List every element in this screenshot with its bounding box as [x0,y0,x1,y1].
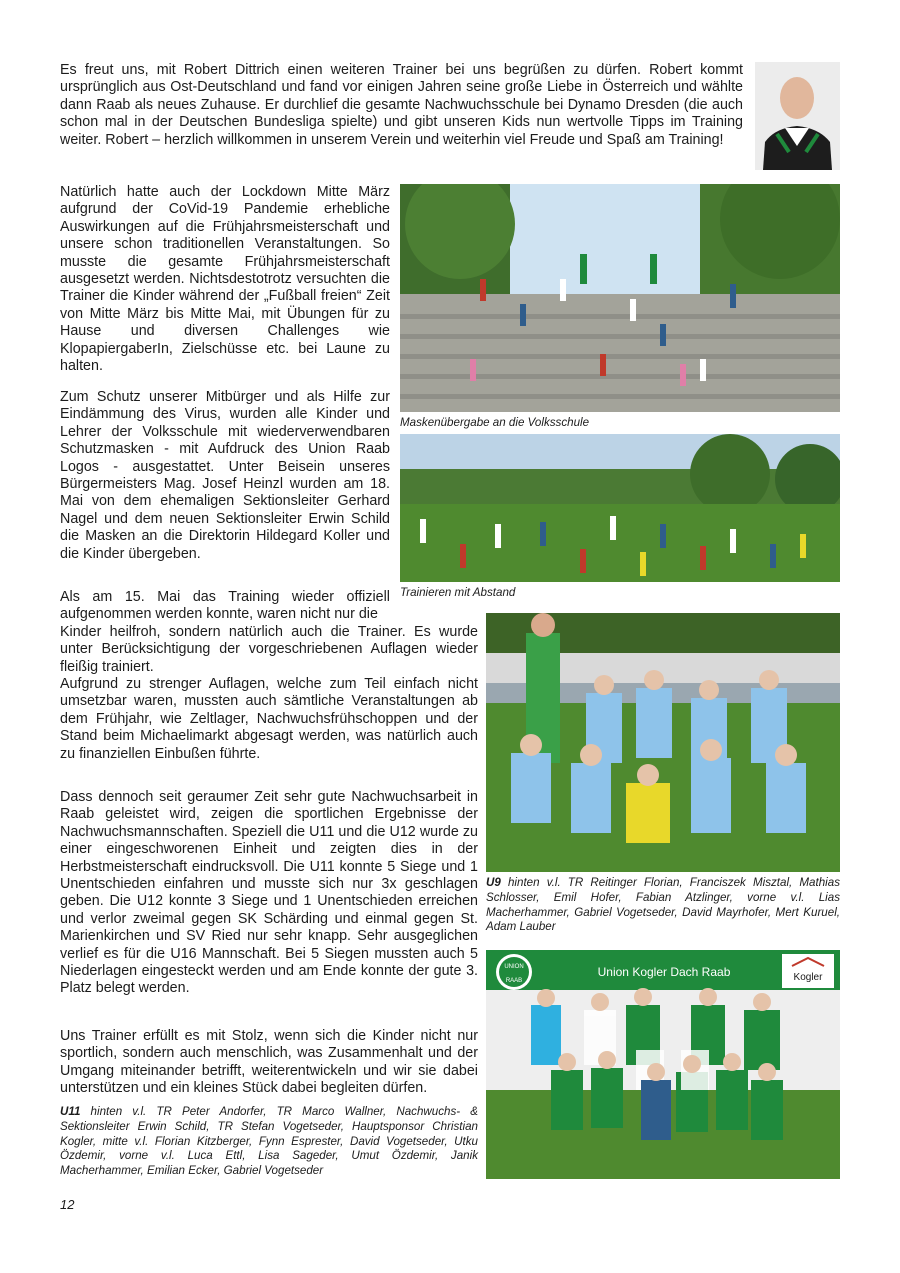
u11-club-badge-top: UNION [504,964,524,970]
caption-school: Maskenübergabe an die Volksschule [400,416,590,429]
paragraph-cancellations: Aufgrund zu strenger Auflagen, welche zum Teil einfach nicht umsetzbar waren, mussten auch sämtliche Veranstaltungen ab dem Frühjahr, wie Zeltlager, Nachwuchsfrühschoppen und der Stand beim Michaelimarkt abgesagt werden, was natürlich auch zu finanziellen Einbußen führte. [60,676,478,762]
paragraph-intro: Es freut uns, mit Robert Dittrich einen weiteren Trainer bei uns begrüßen zu dürfen. Robert kommt ursprünglich aus Ost-Deutschland und fand vor einigen Jahren seine große Liebe in Österreich und wählte dann Raab als neues Zuhause. Er durchlief die gesamte Nachwuchsschule bei Dynamo Dresden (die auch schon mal in der Deutschen Bundesliga spielte) und gibt unseren Kids nun wertvolle Tipps im Training weiter. Robert – herzlich willkommen in unserem Verein und weiterhin viel Freude und Spaß am Training! [60,62,743,148]
photo-u9-team [486,613,840,872]
caption-u9-text: hinten v.l. TR Reitinger Florian, Franciszek Misztal, Mathias Schlosser, Emil Hofer, Fabian Atzlinger, vorne v.l. Lias Macherhammer, Gabriel Vogetseder, David Mayrhofer, Mert Kuruel, Adam Lauber [486,876,840,934]
caption-u11 [60,1105,478,1179]
caption-u11-label: U11 [60,1105,81,1118]
u11-sponsor-logo-text: Kogler [793,972,823,983]
caption-u9-label: U9 [486,876,501,889]
paragraph-lockdown: Natürlich hatte auch der Lockdown Mitte März aufgrund der CoVid-19 Pandemie erhebliche Auswirkungen auf die Frühjahrsmeisterschaft und unsere schon traditionellen Veranstaltungen. So musste die gesamte Frühjahrsmeisterschaft ausgesetzt werden. Nichtsdestotrotz versuchten die Trainer die Kinder während der „Fußball freien“ Zeit von Mitte März bis Mitte Mai, mit Übungen für zu Hause und diversen Challenges wie KlopapiergaberIn, Zielschüsse etc. bei Laune zu halten. [60,184,390,375]
u11-banner-text: Union Kogler Dach Raab [597,965,731,979]
portrait-photo-robert-dittrich [755,62,840,170]
caption-u9 [486,876,840,935]
photo-mask-handover-school [400,184,840,412]
paragraph-pride: Uns Trainer erfüllt es mit Stolz, wenn sich die Kinder nicht nur sportlich, sondern auch menschlich, was Zusammenhalt und der Umgang miteinander betrifft, weiterentwickeln und wir sie dabei unterstützen und ein kleines Stück dabei begleiten dürfen. [60,1028,478,1097]
caption-u11-text: hinten v.l. TR Peter Andorfer, TR Marco Wallner, Nachwuchs- & Sektionsleiter Erwin Schild, TR Stefan Vogetseder, Hauptsponsor Christian Kogler, mitte v.l. Florian Kitzberger, Fynn Esprester, David Vogetseder, Utku Özdemir, vorne v.l. Luca Ettl, Lisa Sageder, Umut Özdemir, Janik Macherhammer, Emilian Ecker, Gabriel Vogetseder [60,1105,478,1178]
u11-club-badge-bottom: RAAB [505,978,523,984]
photo-u11-team [486,950,840,1179]
paragraph-results: Dass dennoch seit geraumer Zeit sehr gute Nachwuchsarbeit in Raab geleistet wird, zeigen die sportlichen Ergebnisse der Nachwuchsmannschaften. Speziell die U11 und die U12 wurde zu einer eingeschworenen Einheit und zeigten dies in der Herbstmeisterschaft eindrucksvoll. Die U11 konnte 5 Siege und 1 Unentschieden einfahren und musste sich nur 3x geschlagen geben. Die U12 konnte 3 Siege und 1 Unentschieden erreichen und verlor zweimal gegen SK Schärding und einmal gegen St. Marienkirchen und SV Ried nur sehr knapp. Sehr ausgeglichen verlief es für die U16 Mannschaft. Bei 5 Siegen mussten auch 5 Niederlagen eingesteckt werden und am Ende konnte der gute 3. Platz belegt werden. [60,789,478,997]
paragraph-masks: Zum Schutz unserer Mitbürger und als Hilfe zur Eindämmung des Virus, wurden alle Kinder und Lehrer der Volksschule mit wiederverwendbaren Schutzmasken - mit Aufdruck des Union Raab Logos - ausgestattet. Unter Beisein unseres Bürgermeisters Mag. Josef Heinzl wurden am 18. Mai von dem ehemaligen Sektionsleiter Gerhard Nagel und dem neuen Sektionsleiter Erwin Schild die Masken an die Direktorin Hildegard Koller und die Kinder übergeben. [60,389,390,562]
photo-training-distance [400,434,840,582]
page-number: 12 [60,1197,75,1212]
paragraph-training-restart: Als am 15. Mai das Training wieder offiziell aufgenommen werden konnte, waren nicht nur die [60,589,390,623]
paragraph-training-restart-cont: Kinder heilfroh, sondern natürlich auch die Trainer. Es wurde unter Berücksichtigung der vorgeschriebenen Auflagen wieder fleißig trainiert. [60,624,478,675]
caption-training: Trainieren mit Abstand [400,586,516,599]
